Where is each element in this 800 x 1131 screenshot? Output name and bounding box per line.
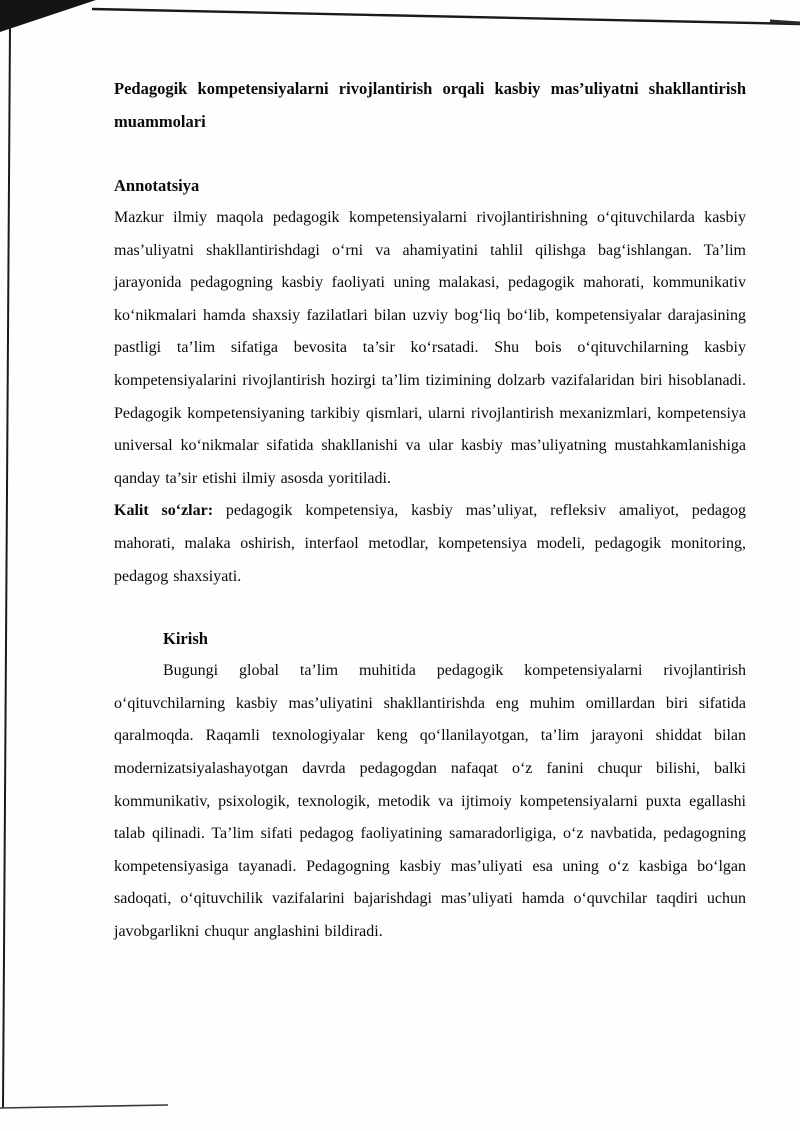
scan-edge-top-right [770,21,800,23]
document-title: Pedagogik kompetensiyalarni rivojlantirish orqali kasbiy mas’uliyatni shakllantirish muammolari [114,79,746,131]
annotation-paragraph: Mazkur ilmiy maqola pedagogik kompetensiyalarni rivojlantirishning o‘qituvchilarda kasbiy mas’uliyatni shakllantirishdagi o‘rni va ahamiyatini tahlil qilishga bag‘ishlangan. Ta’lim jarayonida pedagogning kasbiy faoliyati uning malakasi, pedagogik mahorati, kommunikativ ko‘nikmalari hamda shaxsiy fazilatlari bilan uzviy bog‘liq bo‘lib, kompetensiyalar darajasining pastligi ta’lim sifatiga bevosita ta’sir ko‘rsatadi. Shu bois o‘qituvchilarning kasbiy kompetensiyalarini rivojlantirish hozirgi ta’lim tizimining dolzarb vazifalaridan biri hisoblanadi. Pedagogik kompetensiyaning tarkibiy qismlari, ularni rivojlantirish mexanizmlari, kompetensiya universal ko‘nikmalar sifatida shakllanishi va ular kasbiy mas’uliyatning mustahkamlanishiga qanday ta’sir etishi ilmiy asosda yoritiladi. [114,209,746,487]
annotation-heading: Annotatsiya [114,176,200,195]
introduction-heading: Kirish [163,629,208,649]
scan-edge-bottom-left [0,1105,168,1108]
keywords-paragraph [114,495,746,593]
scan-edge-left [3,26,10,1108]
keywords-text: pedagogik kompetensiya, kasbiy mas’uliyat, refleksiv amaliyot, pedagog mahorati, malaka oshirish, interfaol metodlar, kompetensiya modeli, pedagogik monitoring, pedagog shaxsiyati. [114,502,746,585]
document-content [114,72,746,948]
introduction-paragraph: Bugungi global ta’lim muhitida pedagogik kompetensiyalarni rivojlantirish o‘qituvchilarning kasbiy mas’uliyatini shakllantirishda eng muhim omillardan biri sifatida qaralmoqda. Raqamli texnologiyalar keng qo‘llanilayotgan, ta’lim jarayoni shiddat bilan modernizatsiyalashayotgan davrda pedagogdan nafaqat o‘z fanini chuqur bilishi, balki kommunikativ, psixologik, texnologik, metodik va ijtimoiy kompetensiyalarni puxta egallashi talab qilinadi. Ta’lim sifati pedagog faoliyatining samaradorligiga, o‘z navbatida, pedagogning kompetensiyasiga tayanadi. Pedagogning kasbiy mas’uliyati esa uning o‘z kasbiga bo‘lgan sadoqati, o‘qituvchilik vazifalarini bajarishdagi mas’uliyati hamda o‘quvchilar taqdiri uchun javobgarlikni chuqur anglashini bildiradi. [114,662,746,940]
scan-edge-top [92,9,800,24]
scan-corner-top-left [0,0,96,32]
keywords-label: Kalit so‘zlar: [114,502,214,520]
